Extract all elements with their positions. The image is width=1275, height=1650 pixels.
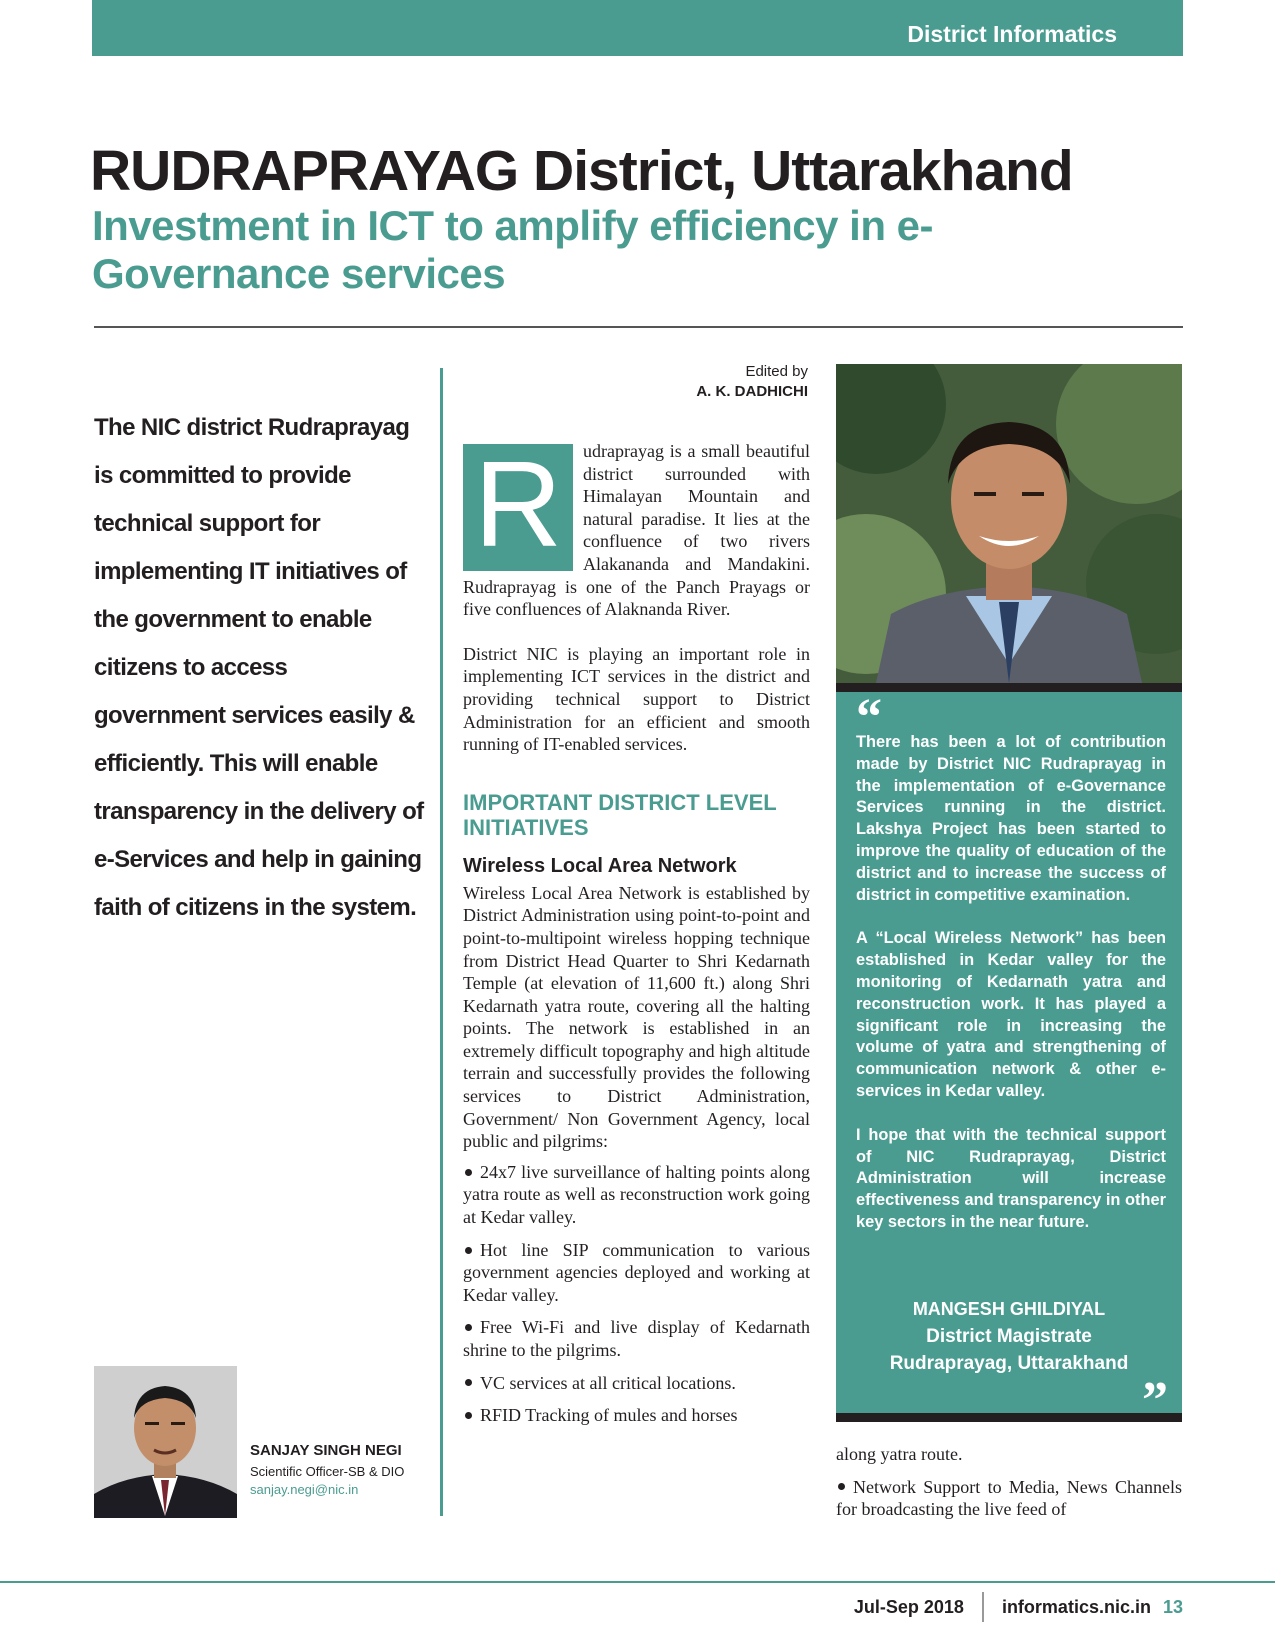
column-divider: [440, 368, 443, 1516]
bullet-icon: [465, 1169, 472, 1176]
footer-site[interactable]: informatics.nic.in: [1001, 1596, 1151, 1617]
quote-author-location: Rudraprayag, Uttarakhand: [889, 1353, 1129, 1374]
list-item: Free Wi-Fi and live display of Kedarnath shrine to the pilgrims.: [463, 1317, 810, 1360]
quote-paragraph: I hope that with the technical support of NIC Rudraprayag, District Administration will increase effectiveness and transparency in other key sectors in the near future.: [856, 1125, 1166, 1231]
page-title: RUDRAPRAYAG District, Uttarakhand: [90, 139, 1073, 203]
sub-heading: Wireless Local Area Network: [463, 854, 737, 877]
article-column-right: [836, 1443, 1182, 1531]
author-info: [250, 1440, 435, 1499]
footer-divider: [0, 1581, 1275, 1583]
author-name: SANJAY SINGH NEGI: [250, 1442, 402, 1459]
article-column-main: [463, 436, 810, 1437]
article-paragraph: along yatra route.: [836, 1444, 963, 1464]
article-paragraph: District NIC is playing an important role in implementing ICT services in the district and providing technical support to District Administration for an efficient and smooth running of IT-enabled services.: [463, 643, 810, 755]
magistrate-photo: [836, 364, 1182, 683]
bullet-icon: [465, 1379, 472, 1386]
intro-pull-text: The NIC district Rudraprayag is committed to provide technical support for implementing IT initiatives of the government to enable citizens to access government services easily & efficiently. This will enable transparency in the delivery of e-Services and help in gaining faith of citizens in the system.: [94, 414, 424, 921]
quote-paragraph: There has been a lot of contribution made by District NIC Rudraprayag in the implementation of e-Governance Services running in the district. Lakshya Project has been started to improve the quality of education of the district and to increase the success of district in competitive examination.: [856, 733, 1166, 904]
edited-by-label: Edited by: [745, 363, 808, 380]
quote-author-title: District Magistrate: [926, 1326, 1092, 1347]
edited-by: [600, 362, 808, 402]
quote-author-name: MANGESH GHILDIYAL: [912, 1299, 1106, 1319]
footer-separator: [982, 1592, 984, 1622]
editor-name: A. K. DADHICHI: [696, 383, 808, 400]
quote-box: [836, 683, 1182, 1429]
close-quote-icon: ”: [1142, 1372, 1168, 1429]
quote-paragraph: A “Local Wireless Network” has been established in Kedar valley for the monitoring of Kedarnath yatra and reconstruction work. It has played a significant role in increasing the volume of yatra and strengthening of communication network & other e-services in Kedar valley.: [856, 929, 1166, 1100]
bullet-icon: [465, 1324, 472, 1331]
drop-cap: R: [463, 444, 573, 571]
list-item: VC services at all critical locations.: [463, 1372, 810, 1395]
list-item: Hot line SIP communication to various government agencies deployed and working at Kedar valley.: [463, 1239, 810, 1305]
section-label: District Informatics: [907, 21, 1117, 47]
author-photo: [94, 1366, 237, 1518]
list-item: RFID Tracking of mules and horses: [463, 1404, 810, 1427]
article-paragraph: R udraprayag is a small beautiful district surrounded with Himalayan Mountain and natural paradise. It lies at the confluence of two rivers Alakananda and Mandakini. Rudraprayag is one of the Panch Prayags or five confluences of Alaknanda River.: [463, 436, 810, 620]
quote-text: [856, 732, 1166, 1256]
open-quote-icon: “: [856, 689, 882, 746]
page-number: 13: [1162, 1596, 1183, 1617]
bullet-icon: [838, 1483, 845, 1490]
quote-signature: [836, 1296, 1182, 1377]
footer-issue: Jul-Sep 2018: [853, 1596, 964, 1617]
list-item: Network Support to Media, News Channels for broadcasting the live feed of: [836, 1476, 1182, 1520]
author-email[interactable]: sanjay.negi@nic.in: [250, 1482, 359, 1497]
page-subtitle: Investment in ICT to amplify efficiency in e-Governance services: [92, 202, 934, 297]
footer: [854, 1590, 1183, 1624]
list-item: 24x7 live surveillance of halting points along yatra route as well as reconstruction work going at Kedar valley.: [463, 1161, 810, 1228]
bullet-icon: [465, 1247, 472, 1254]
bullet-icon: [465, 1412, 472, 1419]
title-divider: [94, 326, 1183, 328]
article-paragraph: Wireless Local Area Network is established by District Administration using point-to-point and point-to-multipoint wireless hopping technique from District Head Quarter to Shri Kedarnath Temple (at elevation of 11,600 ft.) along Shri Kedarnath yatra route, covering all the halting points. The network is established in an extremely difficult topography and high altitude terrain and successfully provides the following services to District Administration, Government/ Non Government Agency, local public and pilgrims:: [463, 882, 810, 1152]
author-role: Scientific Officer-SB & DIO: [250, 1464, 405, 1479]
section-heading: IMPORTANT DISTRICT LEVEL INITIATIVES: [463, 789, 777, 840]
section-header-band: [92, 0, 1183, 56]
